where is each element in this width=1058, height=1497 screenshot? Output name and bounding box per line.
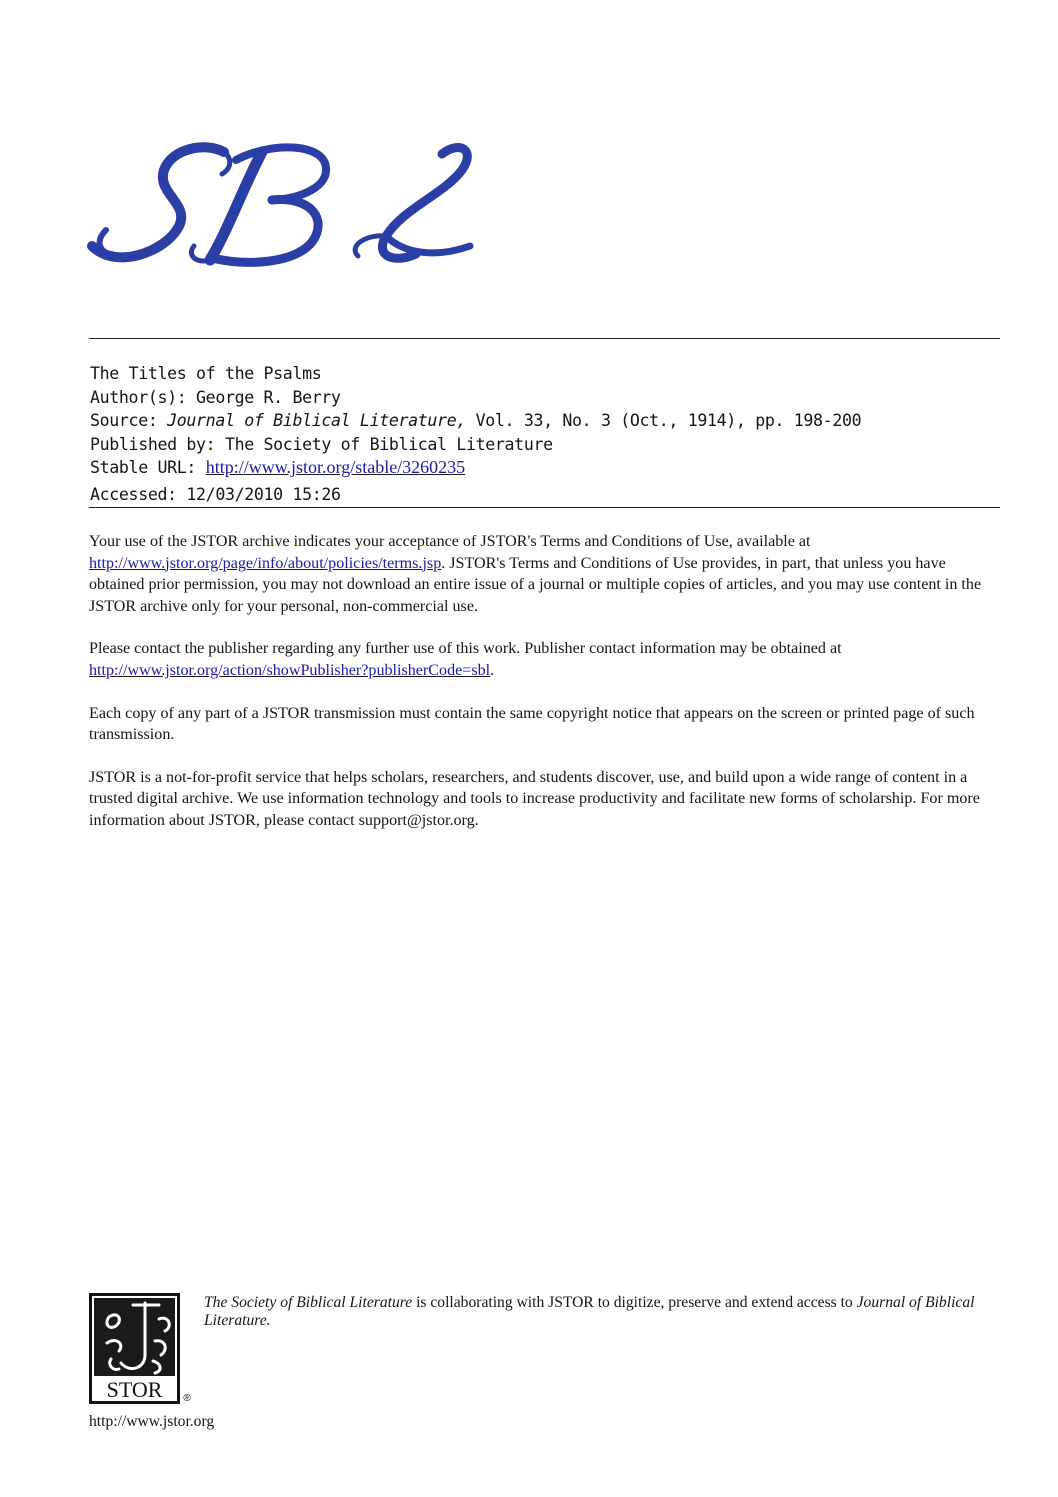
terms-text-continued: . JSTOR's Terms and Conditions of Use provides, in part, that unless you have obtained prior permission, you may not download an entire issue of a journal or multiple copies of articles, and you may use content in the JSTOR archive only for your personal, non-commercial use. [89, 554, 982, 615]
terms-text: Your use of the JSTOR archive indicates your acceptance of JSTOR's Terms and Conditions of Use, available at [89, 533, 811, 550]
stable-url-label: Stable URL: [90, 458, 197, 477]
publisher-contact-period: . [490, 661, 495, 679]
middle-divider [89, 507, 1000, 508]
about-jstor-paragraph: JSTOR is a not-for-profit service that helps scholars, researchers, and students discover, use, and build upon a wide range of content in a trusted digital archive. We use information technology and tools to increase productivity and facilitate new forms of scholarship. For more information about JSTOR, please contact support@jstor.org. [89, 768, 980, 829]
sbl-logo [86, 138, 478, 270]
terms-notice [89, 531, 994, 853]
collab-journal: Journal of Biblical Literature. [204, 1294, 975, 1329]
accessed-line [90, 483, 990, 507]
collab-text: is collaborating with JSTOR to digitize, preserve and extend access to [412, 1294, 857, 1311]
article-title: The Titles of the Psalms [90, 364, 322, 383]
publisher-contact-text: Please contact the publisher regarding any further use of this work. Publisher contact information may be obtained at [89, 640, 842, 658]
jstor-logo-text: STOR [106, 1377, 163, 1402]
stable-url-link[interactable]: http://www.jstor.org/stable/3260235 [205, 457, 466, 477]
publisher-contact-link[interactable]: http://www.jstor.org/action/showPublisher?publisherCode=sbl [89, 661, 491, 679]
author-line [90, 386, 990, 410]
accessed-label: Accessed: [90, 484, 177, 504]
jstor-url[interactable]: http://www.jstor.org [89, 1413, 215, 1430]
publisher-label: Published by: [90, 434, 216, 454]
terms-link[interactable]: http://www.jstor.org/page/info/about/policies/terms.jsp [89, 554, 442, 572]
collaboration-notice [204, 1294, 994, 1329]
copyright-paragraph: Each copy of any part of a JSTOR transmission must contain the same copyright notice that appears on the screen or printed page of such transmission. [89, 704, 975, 744]
accessed-date: 12/03/2010 15:26 [186, 484, 341, 504]
publisher-contact-paragraph [89, 638, 994, 681]
author-label: Author(s): [90, 387, 187, 407]
collab-organization: The Society of Biblical Literature [204, 1294, 413, 1311]
source-label: Source: [90, 411, 158, 430]
citation-block [90, 362, 990, 506]
registered-mark: ® [183, 1393, 191, 1404]
top-divider [89, 338, 1000, 339]
stable-url-line [90, 456, 990, 480]
author-name: George R. Berry [196, 387, 341, 407]
source-journal: Journal of Biblical Literature, [167, 411, 466, 430]
terms-paragraph [89, 531, 994, 617]
source-details: Vol. 33, No. 3 (Oct., 1914), pp. 198-200 [475, 411, 862, 430]
publisher-line [90, 433, 990, 457]
jstor-logo [89, 1293, 197, 1411]
source-line [90, 409, 990, 433]
publisher-name: The Society of Biblical Literature [224, 434, 553, 454]
